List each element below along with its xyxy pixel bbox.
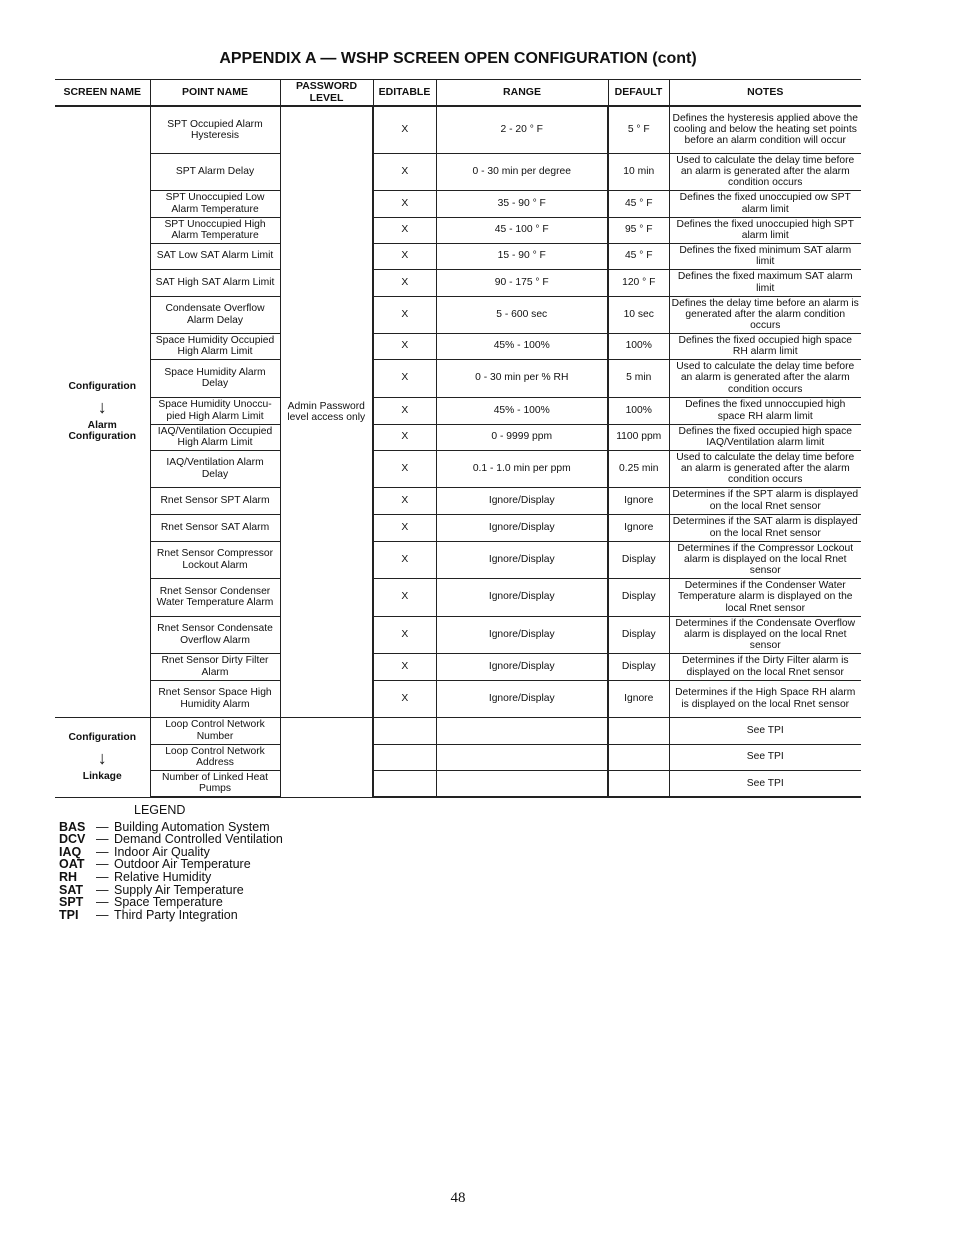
legend-abbreviation: IAQ [59,844,82,859]
table-row [55,243,861,269]
point-name-cell: SAT Low SAT Alarm Limit [150,243,280,269]
editable-cell: X [373,578,436,616]
legend [59,804,283,921]
notes-cell: Determines if the Dirty Filter alarm is displayed on the local Rnet sensor [669,653,861,680]
editable-cell: X [373,153,436,190]
point-name-cell: Rnet Sensor Compressor Lockout Alarm [150,541,280,578]
notes-cell: Determines if the Compressor Lockout alarm is displayed on the local Rnet sensor [669,541,861,578]
default-cell: Display [608,578,669,616]
default-cell [608,717,669,744]
point-name-cell: SPT Occupied Alarm Hysteresis [150,106,280,153]
editable-cell: X [373,333,436,359]
configuration-table [55,79,861,798]
legend-item [59,833,283,846]
default-cell: 10 sec [608,296,669,333]
default-cell: Display [608,653,669,680]
range-cell: Ignore/Display [436,616,608,653]
editable-cell: X [373,514,436,541]
editable-cell: X [373,190,436,217]
point-name-cell: Rnet Sensor SPT Alarm [150,487,280,514]
default-cell: 100% [608,397,669,424]
default-cell: Ignore [608,487,669,514]
range-cell: 2 - 20 ° F [436,106,608,153]
range-cell: 0 - 9999 ppm [436,424,608,450]
table-row [55,217,861,243]
legend-dash: — [96,895,109,910]
legend-dash: — [96,869,109,884]
table-row [55,653,861,680]
point-name-cell: Space Humidity Occupied High Alarm Limit [150,333,280,359]
range-cell: 45 - 100 ° F [436,217,608,243]
point-name-cell: SPT Unoccupied High Alarm Temperature [150,217,280,243]
notes-cell: Defines the fixed unoccupied high SPT alarm limit [669,217,861,243]
default-cell: 0.25 min [608,450,669,487]
default-cell [608,744,669,770]
legend-abbreviation: BAS [59,819,86,834]
legend-abbreviation: SAT [59,882,84,897]
range-cell: Ignore/Display [436,541,608,578]
legend-dash: — [96,857,109,872]
point-name-cell: Rnet Sensor Dirty Filter Alarm [150,653,280,680]
table-row [55,106,861,153]
screen-name-cell [55,717,150,797]
default-cell: 95 ° F [608,217,669,243]
default-cell: 1100 ppm [608,424,669,450]
notes-cell: Determines if the Condenser Water Temperature alarm is displayed on the local Rnet sensor [669,578,861,616]
editable-cell: X [373,359,436,397]
editable-cell: X [373,397,436,424]
legend-title: LEGEND [134,803,186,817]
point-name-cell: SAT High SAT Alarm Limit [150,269,280,296]
header-default: DEFAULT [608,80,669,107]
page-number: 48 [450,1190,466,1206]
notes-cell: Defines the fixed unoccupied ow SPT alarm limit [669,190,861,217]
range-cell: Ignore/Display [436,680,608,717]
notes-cell: Defines the fixed unnoccupied high space RH alarm limit [669,397,861,424]
table-row [55,616,861,653]
default-cell: 100% [608,333,669,359]
editable-cell: X [373,616,436,653]
point-name-cell: Loop Control Network Number [150,717,280,744]
point-name-cell: Rnet Sensor Condensate Overflow Alarm [150,616,280,653]
legend-abbreviation: TPI [59,907,79,922]
legend-abbreviation: OAT [59,857,85,872]
default-cell: 5 min [608,359,669,397]
legend-dash: — [96,832,109,847]
editable-cell: X [373,680,436,717]
editable-cell: X [373,106,436,153]
table-row [55,424,861,450]
range-cell [436,717,608,744]
range-cell: 45% - 100% [436,333,608,359]
default-cell: Ignore [608,680,669,717]
notes-cell: Defines the fixed occupied high space IAQ/Ventilation alarm limit [669,424,861,450]
editable-cell: X [373,296,436,333]
table-row [55,744,861,770]
point-name-cell: Condensate Overflow Alarm Delay [150,296,280,333]
default-cell [608,770,669,797]
notes-cell: Defines the delay time before an alarm is generated after the alarm condition occurs [669,296,861,333]
legend-abbreviation: DCV [59,832,86,847]
editable-cell: X [373,653,436,680]
legend-meaning: Relative Humidity [114,869,212,884]
default-cell: 10 min [608,153,669,190]
legend-meaning: Supply Air Temperature [114,882,244,897]
range-cell: 0.1 - 1.0 min per ppm [436,450,608,487]
range-cell: Ignore/Display [436,578,608,616]
notes-cell: Used to calculate the delay time before an alarm is generated after the alarm condition occurs [669,450,861,487]
default-cell: Display [608,541,669,578]
screen-name-bottom: Alarm Configuration [68,420,136,443]
editable-cell: X [373,450,436,487]
header-screen-name: SCREEN NAME [55,80,150,107]
notes-cell: Used to calculate the delay time before an alarm is generated after the alarm condition occurs [669,359,861,397]
editable-cell: X [373,269,436,296]
point-name-cell: Space Humidity Alarm Delay [150,359,280,397]
editable-cell: X [373,541,436,578]
table-row [55,333,861,359]
notes-cell: Determines if the Condensate Overflow alarm is displayed on the local Rnet sensor [669,616,861,653]
default-cell: 45 ° F [608,243,669,269]
default-cell: Display [608,616,669,653]
notes-cell: Used to calculate the delay time before an alarm is generated after the alarm condition occurs [669,153,861,190]
legend-abbreviation: RH [59,869,78,884]
screen-name-top: Configuration [68,731,136,743]
editable-cell [373,744,436,770]
table-row [55,190,861,217]
point-name-cell: Loop Control Network Address [150,744,280,770]
table-row [55,717,861,744]
range-cell: 0 - 30 min per % RH [436,359,608,397]
arrow-down-icon: ↓ [97,397,107,418]
point-name-cell: Number of Linked Heat Pumps [150,770,280,797]
range-cell: Ignore/Display [436,514,608,541]
range-cell: 15 - 90 ° F [436,243,608,269]
screen-name-cell [55,106,150,717]
default-cell: 45 ° F [608,190,669,217]
range-cell: 45% - 100% [436,397,608,424]
notes-cell: See TPI [669,770,861,797]
header-notes: NOTES [669,80,861,107]
table-row [55,578,861,616]
notes-cell: Determines if the SAT alarm is displayed on the local Rnet sensor [669,514,861,541]
range-cell: 35 - 90 ° F [436,190,608,217]
point-name-cell: SPT Unoccupied Low Alarm Temperature [150,190,280,217]
legend-abbreviation: SPT [59,895,84,910]
legend-meaning: Building Automation System [114,819,270,834]
legend-meaning: Indoor Air Quality [114,844,210,859]
table-header-row [55,80,861,107]
notes-cell: Defines the fixed occupied high space RH alarm limit [669,333,861,359]
table-row [55,541,861,578]
legend-dash: — [96,844,109,859]
range-cell: 5 - 600 sec [436,296,608,333]
range-cell: 90 - 175 ° F [436,269,608,296]
table-row [55,296,861,333]
table-row [55,514,861,541]
legend-item [59,909,283,922]
editable-cell [373,717,436,744]
range-cell [436,744,608,770]
header-password-level: PASSWORD LEVEL [280,80,373,107]
legend-dash: — [96,882,109,897]
page-title: APPENDIX A — WSHP SCREEN OPEN CONFIGURATION (cont) [219,50,697,67]
legend-dash: — [96,819,109,834]
table-row [55,359,861,397]
notes-cell: See TPI [669,744,861,770]
password-level-cell [280,717,373,797]
point-name-cell: Rnet Sensor Space High Humidity Alarm [150,680,280,717]
screen-name-top: Configuration [68,381,136,393]
default-cell: Ignore [608,514,669,541]
table-row [55,680,861,717]
notes-cell: Defines the fixed maximum SAT alarm limit [669,269,861,296]
table-row [55,269,861,296]
editable-cell [373,770,436,797]
legend-dash: — [96,907,109,922]
point-name-cell: IAQ/Ventilation Alarm Delay [150,450,280,487]
editable-cell: X [373,243,436,269]
legend-item [59,896,283,909]
default-cell: 5 ° F [608,106,669,153]
legend-meaning: Outdoor Air Temperature [114,857,251,872]
editable-cell: X [373,217,436,243]
notes-cell: Determines if the High Space RH alarm is displayed on the local Rnet sensor [669,680,861,717]
arrow-down-icon: ↓ [97,748,107,768]
header-point-name: POINT NAME [150,80,280,107]
default-cell: 120 ° F [608,269,669,296]
range-cell: Ignore/Display [436,653,608,680]
notes-cell: See TPI [669,717,861,744]
range-cell [436,770,608,797]
notes-cell: Defines the hysteresis applied above the cooling and below the heating set points before an alarm condition will occur [669,106,861,153]
legend-meaning: Space Temperature [114,895,223,910]
header-range: RANGE [436,80,608,107]
point-name-cell: Rnet Sensor Condenser Water Temperature Alarm [150,578,280,616]
screen-name-bottom: Linkage [82,771,122,782]
editable-cell: X [373,487,436,514]
table-row [55,153,861,190]
notes-cell: Defines the fixed minimum SAT alarm limit [669,243,861,269]
range-cell: Ignore/Display [436,487,608,514]
legend-item [59,871,283,884]
point-name-cell: SPT Alarm Delay [150,153,280,190]
table-row [55,450,861,487]
table-row [55,770,861,797]
notes-cell: Determines if the SPT alarm is displayed on the local Rnet sensor [669,487,861,514]
table-row [55,487,861,514]
editable-cell: X [373,424,436,450]
range-cell: 0 - 30 min per degree [436,153,608,190]
table-row [55,397,861,424]
point-name-cell: Rnet Sensor SAT Alarm [150,514,280,541]
point-name-cell: IAQ/Ventilation Occupied High Alarm Limit [150,424,280,450]
legend-meaning: Demand Controlled Ventilation [114,832,283,847]
legend-meaning: Third Party Integration [114,907,238,922]
header-editable: EDITABLE [373,80,436,107]
point-name-cell: Space Humidity Unoccu- pied High Alarm Limit [150,397,280,424]
password-level-cell: Admin Password level access only [280,106,373,717]
